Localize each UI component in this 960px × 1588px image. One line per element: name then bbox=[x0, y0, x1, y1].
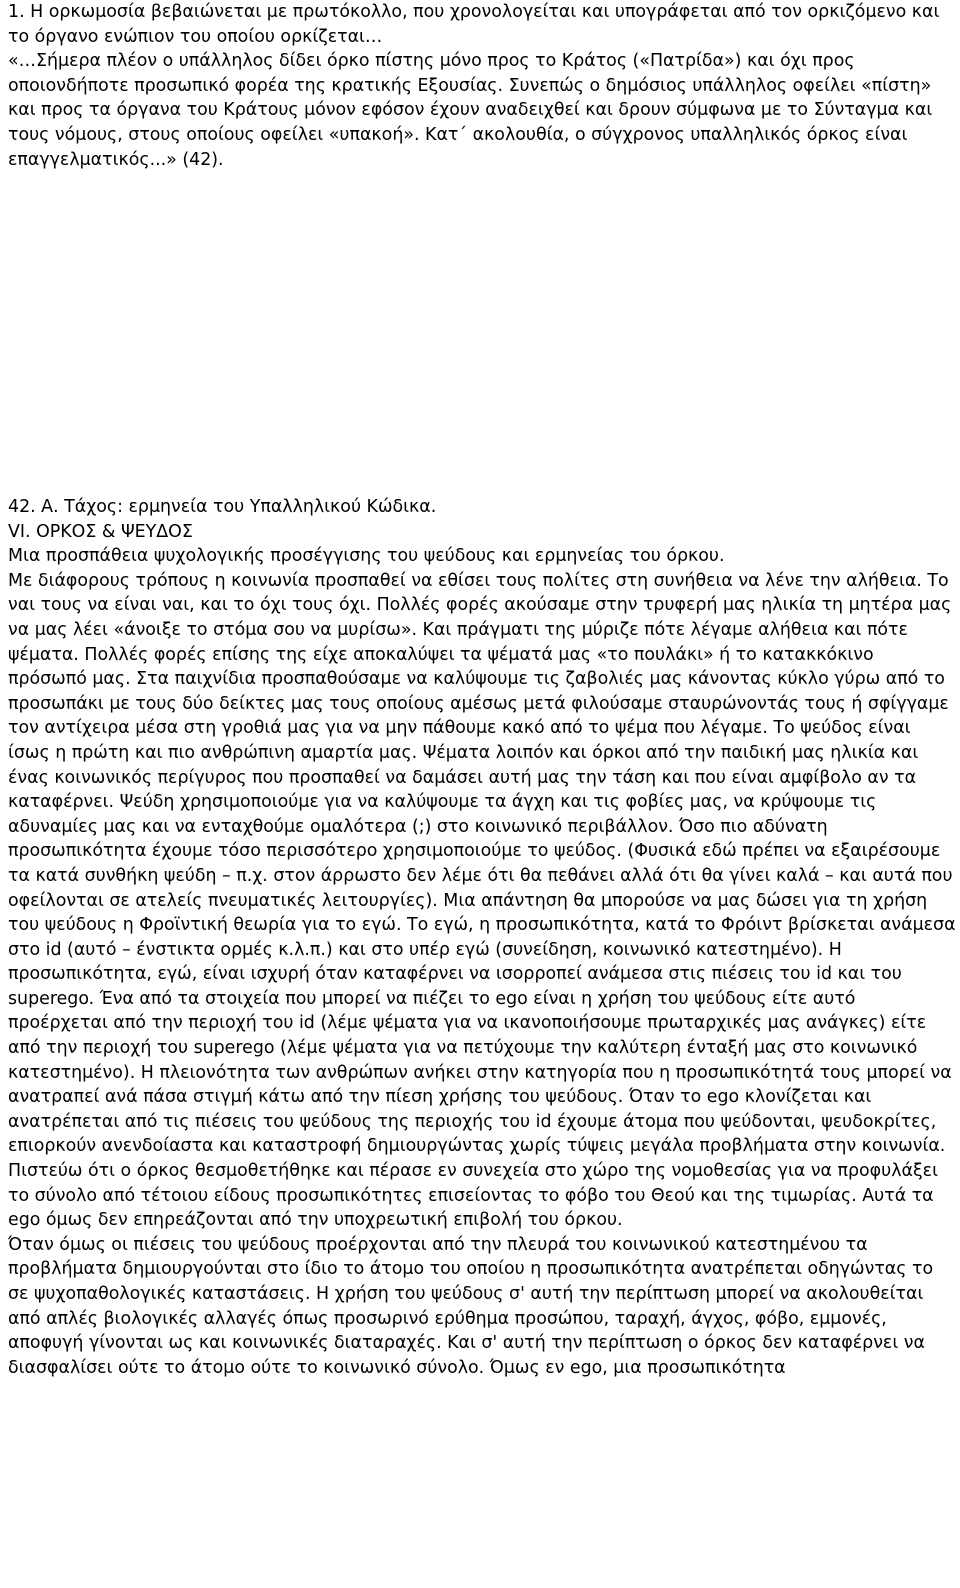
section-heading: VI. ΟΡΚΟΣ & ΨΕΥΔΟΣ bbox=[8, 521, 193, 542]
section-subtitle: Μια προσπάθεια ψυχολογικής προσέγγισης του ψεύδους και ερμηνείας του όρκου. bbox=[8, 546, 725, 567]
document-page bbox=[8, 0, 956, 1378]
paragraph-1: Με διάφορους τρόπους η κοινωνία προσπαθεί να εθίσει τους πολίτες στη συνήθεια να λένε την αλήθεια. Το ναι τους να είναι ναι, και το όχι τους όχι. Πολλές φορές ακούσαμε στην τρυφερή μας ηλικία τη μητέρα μας να μας λέει «άνοιξε το στόμα σου να μυρίσω». Και πράγματι της μύριζε πότε λέγαμε αλήθεια και πότε ψέματα. Πολλές φορές επίσης της είχε αποκαλύψει τα ψέματά μας «το πουλάκι» ή το κατακκόκινο πρόσωπό μας. Στα παιχνίδια προσπαθούσαμε να καλύψουμε τις ζαβολιές μας κάνοντας κύκλο γύρω από το προσωπάκι με τους δύο δείκτες μας τους οποίους αμέσως μετά φιλούσαμε σταυρώνοντάς τους ή σφίγγαμε τον αντίχειρα μέσα στη γροθιά μας για να μην πάθουμε κακό από το ψέμα που λέγαμε. Το ψεύδος είναι ίσως η πρώτη και πιο ανθρώπινη αμαρτία μας. Ψέματα λοιπόν και όρκοι από την παιδική μας ηλικία και ένας κοινωνικός περίγυρος που προσπαθεί να δαμάσει αυτή μας την τάση και που είναι αμφίβολο αν τα καταφέρνει. Ψεύδη χρησιμοποιούμε για να καλύψουμε τα άγχη και τις φοβίες μας, να κρύψουμε τις αδυναμίες μας και να ενταχθούμε ομαλότερα (;) στο κοινωνικό περιβάλλον. Όσο πιο αδύνατη προσωπικότητα έχουμε τόσο περισσότερο χρησιμοποιούμε το ψεύδος. (Φυσικά εδώ πρέπει να εξαιρέσουμε τα κατά συνθήκη ψεύδη – π.χ. στον άρρωστο δεν λέμε ότι θα πεθάνει αλλά ότι θα γίνει καλά – και αυτά που οφείλονται σε ατελείς πνευματικές λειτουργίες). Μια απάντηση θα μπορούσε να μας δώσει για τη χρήση του ψεύδους η Φροϊντική θεωρία για το εγώ. Το εγώ, η προσωπικότητα, κατά το Φρόιντ βρίσκεται ανάμεσα στο id (αυτό – ένστικτα ορμές κ.λ.π.) και στο υπέρ εγώ (συνείδηση, κοινωνικό κατεστημένο). Η προσωπικότητα, εγώ, είναι ισχυρή όταν καταφέρνει να ισορροπεί ανάμεσα στις πιέσεις του id και του superego. Ένα από τα στοιχεία που μπορεί να πιέζει το ego είναι η χρήση του ψεύδους είτε αυτό προέρχεται από την περιοχή του id (λέμε ψέματα για να ικανοποιήσουμε πρωταρχικές μας ανάγκες) είτε από την περιοχή του superego (λέμε ψέματα για να πετύχουμε την καλύτερη ένταξή μας στο κοινωνικό κατεστημένο). Η πλειονότητα των ανθρώπων ανήκει στην κατηγορία που η προσωπικότητά τους μπορεί να ανατραπεί ανά πάσα στιγμή κάτω από την πίεση χρήσης του ψεύδους. Όταν το ego κλονίζεται και ανατρέπεται από τις πιέσεις του ψεύδους της περιοχής του id έχουμε άτομα που ψεύδονται, ψευδοκρίτες, επιορκούν ανενδοίαστα και καταστροφή δημιουργώντας χωρίς τύψεις μεγάλα προβλήματα στην κοινωνία. Πιστεύω ότι ο όρκος θεσμοθετήθηκε και πέρασε εν συνεχεία στο χώρο της νομοθεσίας για να προφυλάξει το σύνολο από τέτοιου είδους προσωπικότητες επισείοντας το φόβο του Θεού και της τιμωρίας. Αυτά τα ego όμως δεν επηρεάζονται από την υποχρεωτική επιβολή του όρκου. bbox=[8, 570, 956, 1231]
footnote-41-line1: 1. Η ορκωμοσία βεβαιώνεται με πρωτόκολλο, που χρονολογείται και υπογράφεται από τον ορκιζόμενο και το όργανο ενώπιον του οποίου ορκίζεται… bbox=[8, 2, 940, 47]
footnote-41-block bbox=[8, 0, 956, 172]
footnote-42: 42. Α. Τάχος: ερμηνεία του Υπαλληλικού Κώδικα. bbox=[8, 497, 437, 517]
main-text-block bbox=[8, 495, 956, 1380]
paragraph-2: Όταν όμως οι πιέσεις του ψεύδους προέρχονται από την πλευρά του κοινωνικού κατεστημένου τα προβλήματα δημιουργούνται στο ίδιο το άτομο του οποίου η προσωπικότητα ανατρέπεται οδηγώντας το σε ψυχοπαθολογικές καταστάσεις. Η χρήση του ψεύδους σ' αυτή την περίπτωση μπορεί να ακολουθείται από απλές βιολογικές αλλαγές όπως προσωρινό ερύθημα προσώπου, ταραχή, άγχος, φόβο, εμμονές, αποφυγή γίνονται ως και κοινωνικές διαταραχές. Και σ' αυτή την περίπτωση ο όρκος δεν καταφέρνει να διασφαλίσει ούτε το άτομο ούτε το κοινωνικό σύνολο. Όμως εν ego, μια προσωπικότητα bbox=[8, 1234, 934, 1378]
footnote-41-quote: «…Σήμερα πλέον ο υπάλληλος δίδει όρκο πίστης μόνο προς το Κράτος («Πατρίδα») και όχι προς οποιονδήποτε προσωπικό φορέα της κρατικής Εξουσίας. Συνεπώς ο δημόσιος υπάλληλος οφείλει «πίστη» και προς τα όργανα του Κράτους μόνον εφόσον έχουν αναδειχθεί και δρουν σύμφωνα με το Σύνταγμα και τους νόμους, στους οποίους οφείλει «υπακοή». Κατ΄ ακολουθία, ο σύγχρονος υπαλληλικός όρκος είναι επαγγελματικός...» (42). bbox=[8, 51, 933, 170]
